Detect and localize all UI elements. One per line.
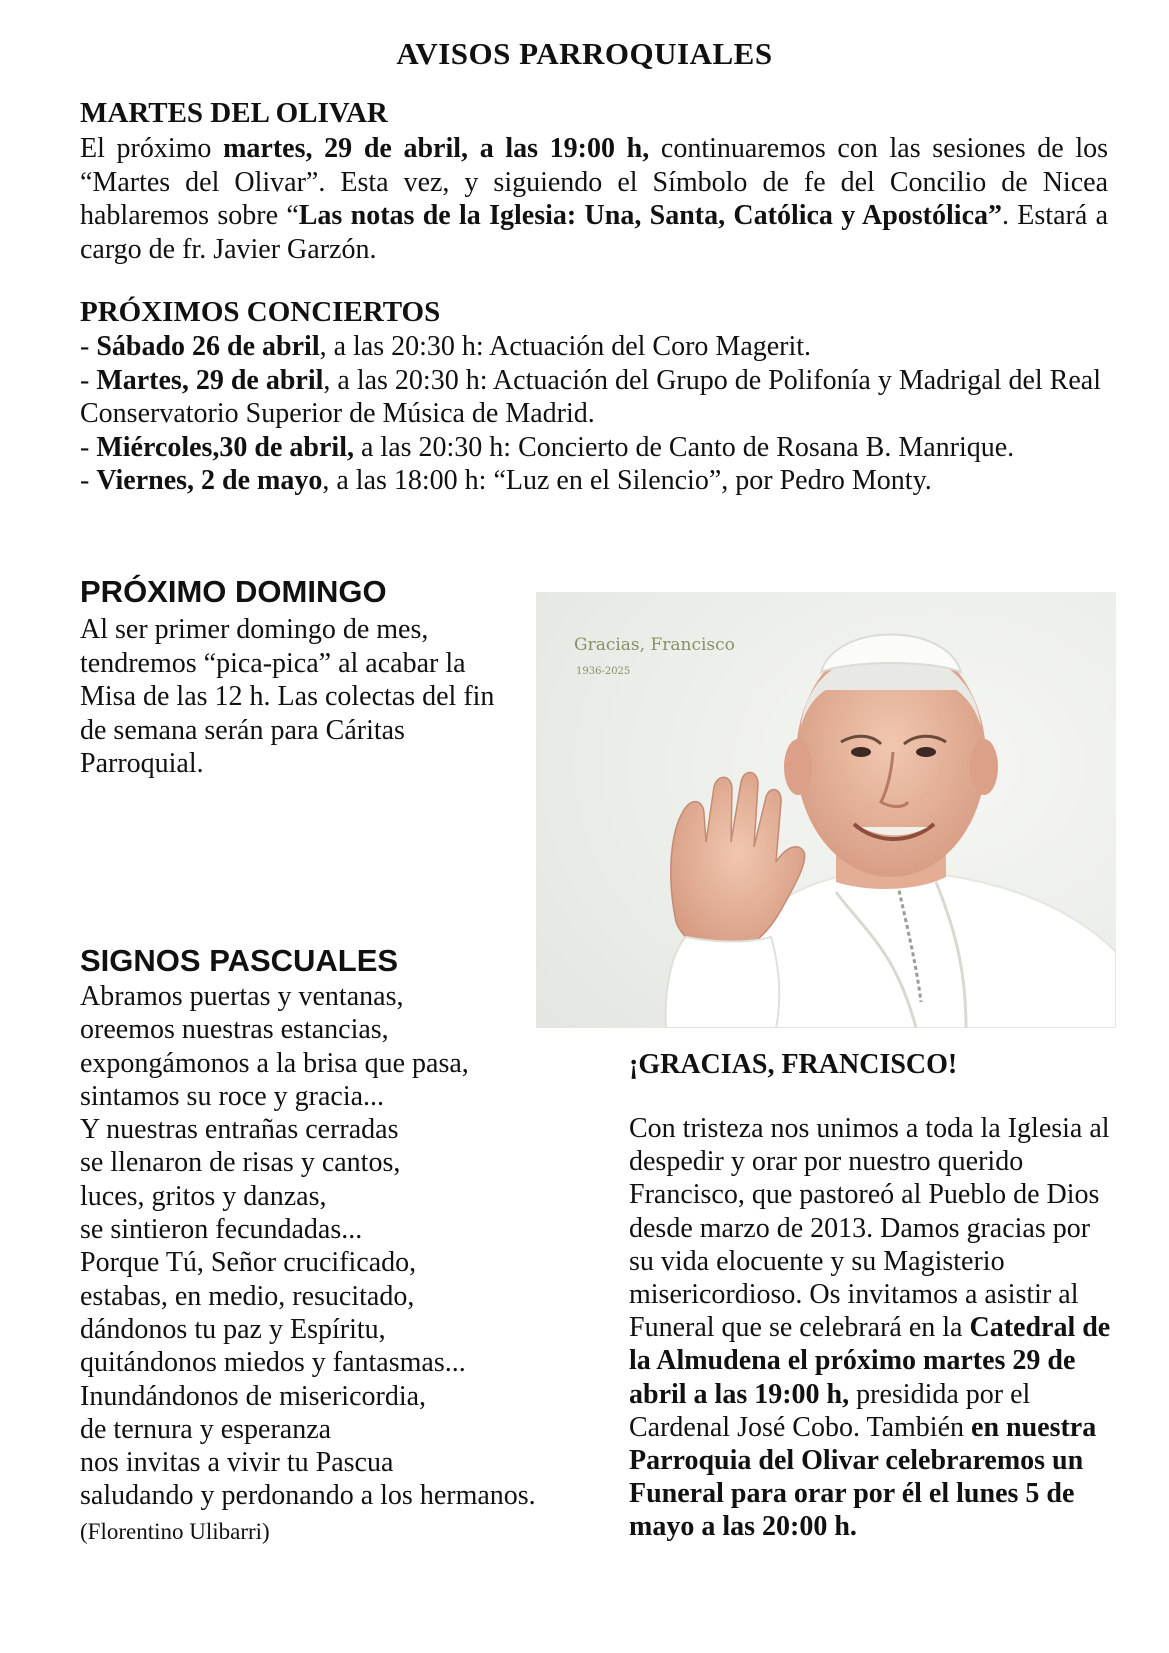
section-title-signos: SIGNOS PASCUALES xyxy=(80,943,399,978)
section-title-gracias-francisco: ¡GRACIAS, FRANCISCO! xyxy=(629,1049,958,1080)
martes-olivar-date: martes, 29 de abril, a las 19:00 h, xyxy=(223,133,650,164)
concert-item-dash: - xyxy=(80,431,97,463)
concert-item-date: Miércoles,30 de abril, xyxy=(96,431,354,463)
martes-olivar-topic: Las notas de la Iglesia: Una, Santa, Católica y Apostólica” xyxy=(298,200,1002,231)
gracias-paragraph xyxy=(629,1112,1114,1544)
martes-olivar-text-2: continuaremos con las sesiones de los “Martes del Olivar”. Esta vez, y siguiendo el Símbolo de fe del Concilio de Nicea hablaremos sobre “ xyxy=(80,133,1109,231)
concert-item xyxy=(80,431,1108,465)
martes-olivar-paragraph xyxy=(80,132,1108,266)
concert-item-date: Sábado 26 de abril xyxy=(96,331,320,362)
concert-item-date: Martes, 29 de abril xyxy=(96,364,324,396)
concert-item-detail: a las 20:30 h: Concierto de Canto de Rosana B. Manrique. xyxy=(353,431,1015,463)
section-title-conciertos: PRÓXIMOS CONCIERTOS xyxy=(80,296,441,328)
poem-line: saludando y perdonando a los hermanos. xyxy=(80,1480,536,1512)
pope-francis-photo xyxy=(536,592,1116,1028)
poem-line: Inundándonos de misericordia, xyxy=(80,1380,427,1412)
poem-line: oreemos nuestras estancias, xyxy=(80,1014,389,1046)
poem xyxy=(80,980,620,1513)
poem-line: Abramos puertas y ventanas, xyxy=(80,981,404,1012)
poem-line: se llenaron de risas y cantos, xyxy=(80,1147,401,1179)
domingo-paragraph: Al ser primer domingo de mes, tendremos “pica-pica” al acabar la Misa de las 12 h. Las colectas del fin de semana serán para Cáritas Parroquial. xyxy=(80,614,495,779)
concert-item-detail: , a las 20:30 h: Actuación del Grupo de Polifonía y Madrigal del Real Conservatorio Superior de Música de Madrid. xyxy=(80,364,1101,429)
poem-line: sintamos su roce y gracia... xyxy=(80,1080,385,1112)
poem-line: Porque Tú, Señor crucificado, xyxy=(80,1247,417,1279)
page-title: AVISOS PARROQUIALES xyxy=(396,36,773,71)
gracias-text-1: Con tristeza nos unimos a toda la Iglesia al despedir y orar por nuestro querido Francisco, que pastoreó al Pueblo de Dios desde marzo de 2013. Damos gracias por su vida elocuente y su Magisterio misericordioso. Os invitamos a asistir al Funeral que se celebrará en la xyxy=(629,1113,1110,1344)
martes-olivar-text-1: El próximo xyxy=(80,133,224,164)
section-title-domingo: PRÓXIMO DOMINGO xyxy=(80,574,387,609)
concert-item-dash: - xyxy=(80,465,97,496)
poem-line: dándonos tu paz y Espíritu, xyxy=(80,1313,386,1345)
martes-olivar-text-3: . Estará a cargo de fr. Javier Garzón. xyxy=(80,200,1108,265)
concert-item-detail: , a las 20:30 h: Actuación del Coro Magerit. xyxy=(319,331,812,362)
poem-line: luces, gritos y danzas, xyxy=(80,1180,327,1212)
poem-line: de ternura y esperanza xyxy=(80,1413,332,1445)
concert-item xyxy=(80,464,1108,498)
pope-portrait-illustration xyxy=(536,592,1116,1028)
gracias-funeral-parroquia: en nuestra Parroquia del Olivar celebraremos un Funeral para orar por él el lunes 5 de mayo a las 20:00 h. xyxy=(629,1411,1097,1543)
poem-line: quitándonos miedos y fantasmas... xyxy=(80,1347,466,1379)
concert-list xyxy=(80,330,1108,498)
poem-line: expongámonos a la brisa que pasa, xyxy=(80,1047,469,1079)
poem-line: se sintieron fecundadas... xyxy=(80,1214,363,1246)
concert-item-detail: , a las 18:00 h: “Luz en el Silencio”, por Pedro Monty. xyxy=(322,465,932,496)
concert-item xyxy=(80,330,1108,364)
concert-item-dash: - xyxy=(80,364,97,396)
concert-item-date: Viernes, 2 de mayo xyxy=(96,465,323,496)
poem-line: estabas, en medio, resucitado, xyxy=(80,1280,415,1312)
gracias-funeral-catedral: Catedral de la Almudena el próximo martes 29 de abril a las 19:00 h, xyxy=(629,1312,1111,1410)
gracias-text-2: presidida por el Cardenal José Cobo. También xyxy=(629,1378,1031,1443)
poem-line: nos invitas a vivir tu Pascua xyxy=(80,1447,394,1479)
concert-item xyxy=(80,364,1108,431)
photo-caption: Gracias, Francisco xyxy=(574,635,735,655)
section-title-martes-olivar: MARTES DEL OLIVAR xyxy=(80,97,388,129)
concert-item-dash: - xyxy=(80,331,97,362)
poem-line: Y nuestras entrañas cerradas xyxy=(80,1114,399,1146)
photo-years: 1936-2025 xyxy=(576,666,631,677)
poem-author: (Florentino Ulibarri) xyxy=(80,1519,270,1544)
